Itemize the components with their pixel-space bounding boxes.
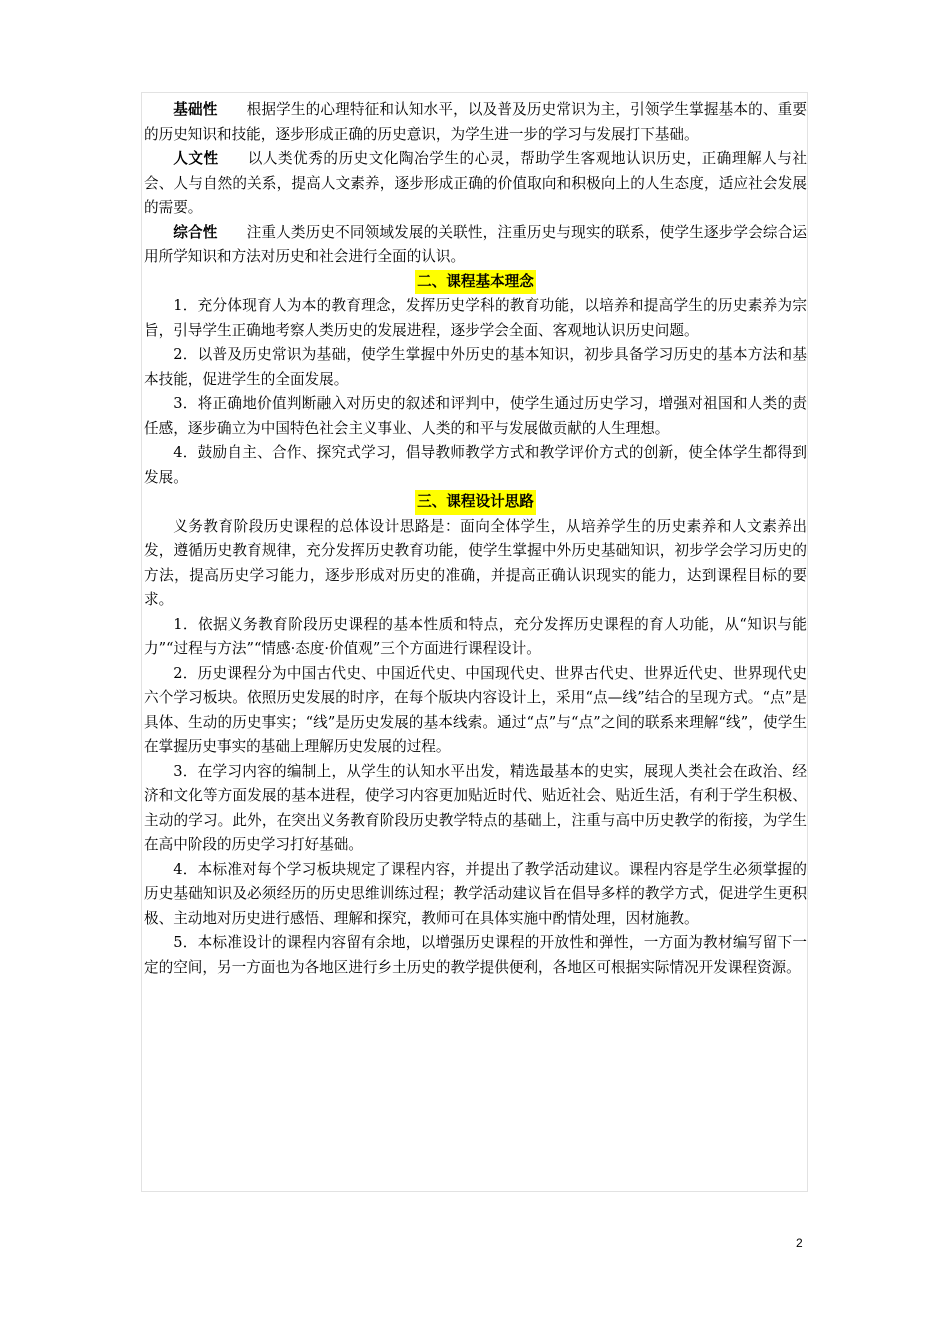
heading-basic-concepts: 二、课程基本理念 [415, 270, 536, 295]
paragraph-basic [144, 98, 807, 147]
paragraph-humanistic-text: 以人类优秀的历史文化陶冶学生的心灵，帮助学生客观地认识历史，正确理解人与社会、人与自然的关系，提高人文素养，逐步形成正确的价值取向和积极向上的人生态度，适应社会发展的需要。 [144, 150, 807, 216]
concept-item-2: 2．以普及历史常识为基础，使学生掌握中外历史的基本知识，初步具备学习历史的基本方法和基本技能，促进学生的全面发展。 [144, 346, 807, 388]
term-humanistic: 人文性 [173, 150, 219, 167]
document-body [144, 98, 807, 980]
heading-three-wrap [144, 490, 807, 515]
concept-item-3: 3．将正确地价值判断融入对历史的叙述和评判中，使学生通过历史学习，增强对祖国和人类的责任感，逐步确立为中国特色社会主义事业、人类的和平与发展做贡献的人生理想。 [144, 395, 807, 437]
design-item-3: 3．在学习内容的编制上，从学生的认知水平出发，精选最基本的史实，展现人类社会在政治、经济和文化等方面发展的基本进程，使学习内容更加贴近时代、贴近社会、贴近生活，有利于学生积极、主动的学习。此外，在突出义务教育阶段历史教学特点的基础上，注重与高中历史教学的衔接，为学生在高中阶段的历史学习打好基础。 [144, 762, 807, 853]
term-comprehensive: 综合性 [173, 223, 218, 241]
paragraph-humanistic [144, 147, 807, 221]
concept-item-1: 1．充分体现育人为本的教育理念，发挥历史学科的教育功能，以培养和提高学生的历史素养为宗旨，引导学生正确地考察人类历史的发展进程，逐步学会全面、客观地认识历史问题。 [144, 297, 807, 339]
design-item-4: 4．本标准对每个学习板块规定了课程内容，并提出了教学活动建议。课程内容是学生必须掌握的历史基础知识及必须经历的历史思维训练过程；教学活动建议旨在倡导多样的教学方式，促进学生更积极、主动地对历史进行感悟、理解和探究，教师可在具体实施中酌情处理，因材施教。 [144, 860, 807, 927]
design-intro: 义务教育阶段历史课程的总体设计思路是：面向全体学生，从培养学生的历史素养和人文素养出发，遵循历史教育规律，充分发挥历史教育功能，使学生掌握中外历史基础知识，初步学会学习历史的方法，提高历史学习能力，逐步形成对历史的准确，并提高正确认识现实的能力，达到课程目标的要求。 [144, 517, 807, 608]
paragraph-comprehensive [144, 221, 807, 270]
design-item-5: 5．本标准设计的课程内容留有余地，以增强历史课程的开放性和弹性，一方面为教材编写留下一定的空间，另一方面也为各地区进行乡土历史的教学提供便利，各地区可根据实际情况开发课程资源。 [144, 934, 807, 976]
paragraph-basic-text: 根据学生的心理特征和认知水平，以及普及历史常识为主，引领学生掌握基本的、重要的历史知识和技能，逐步形成正确的历史意识，为学生进一步的学习与发展打下基础。 [144, 101, 807, 143]
design-item-1: 1．依据义务教育阶段历史课程的基本性质和特点，充分发挥历史课程的育人功能，从“知识与能力”“过程与方法”“情感·态度·价值观”三个方面进行课程设计。 [144, 615, 807, 657]
heading-two-wrap [144, 270, 807, 295]
design-item-2: 2．历史课程分为中国古代史、中国近代史、中国现代史、世界古代史、世界近代史、世界现代史六个学习板块。依照历史发展的时序，在每个版块内容设计上，采用“点—线”结合的呈现方式。“点”是具体、生动的历史事实；“线”是历史发展的基本线索。通过“点”与“点”之间的联系来理解“线”，使学生在掌握历史事实的基础上理解历史发展的过程。 [144, 664, 807, 755]
concept-item-4: 4．鼓励自主、合作、探究式学习，倡导教师教学方式和教学评价方式的创新，使全体学生都得到发展。 [144, 444, 807, 486]
heading-design-ideas: 三、课程设计思路 [415, 490, 536, 515]
term-basic: 基础性 [173, 101, 218, 118]
paragraph-comprehensive-text: 注重人类历史不同领域发展的关联性，注重历史与现实的联系，使学生逐步学会综合运用所学知识和方法对历史和社会进行全面的认识。 [144, 223, 807, 265]
page-number: 2 [796, 1236, 803, 1250]
